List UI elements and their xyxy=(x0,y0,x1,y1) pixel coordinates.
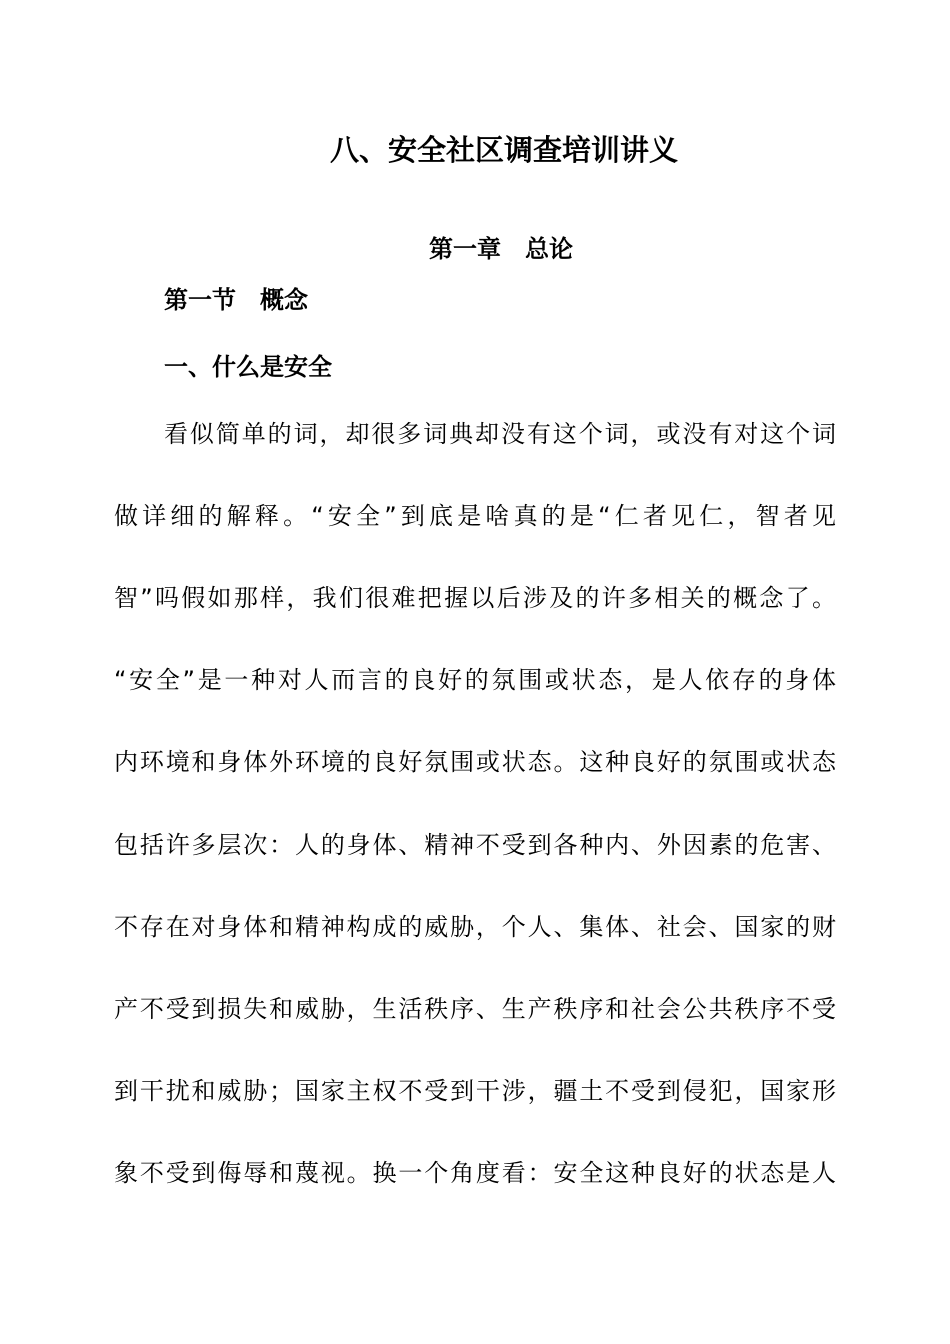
paragraph-line: 象不受到侮辱和蔑视。换一个角度看：安全这种良好的状态是人 xyxy=(114,1159,836,1187)
document-title: 八、安全社区调查培训讲义 xyxy=(329,133,678,167)
paragraph-line: 不存在对身体和精神构成的威胁，个人、集体、社会、国家的财 xyxy=(114,913,836,941)
chapter-heading: 第一章 总论 xyxy=(429,235,573,263)
paragraph-line: “安全”是一种对人而言的良好的氛围或状态，是人依存的身体 xyxy=(114,666,836,694)
paragraph-line: 到干扰和威胁；国家主权不受到干涉，疆土不受到侵犯，国家形 xyxy=(114,1077,836,1105)
paragraph-line: 内环境和身体外环境的良好氛围或状态。这种良好的氛围或状态 xyxy=(114,748,836,776)
paragraph-line: 智”吗假如那样，我们很难把握以后涉及的许多相关的概念了。 xyxy=(114,584,836,612)
paragraph-line: 包括许多层次：人的身体、精神不受到各种内、外因素的危害、 xyxy=(114,831,836,859)
subsection-heading: 一、什么是安全 xyxy=(164,353,332,381)
paragraph-line: 产不受到损失和威胁，生活秩序、生产秩序和社会公共秩序不受 xyxy=(114,995,836,1023)
section-heading: 第一节 概念 xyxy=(164,286,308,314)
paragraph-line: 看似简单的词，却很多词典却没有这个词，或没有对这个词 xyxy=(164,420,836,448)
paragraph-line: 做详细的解释。“安全”到底是啥真的是“仁者见仁，智者见 xyxy=(114,502,836,530)
